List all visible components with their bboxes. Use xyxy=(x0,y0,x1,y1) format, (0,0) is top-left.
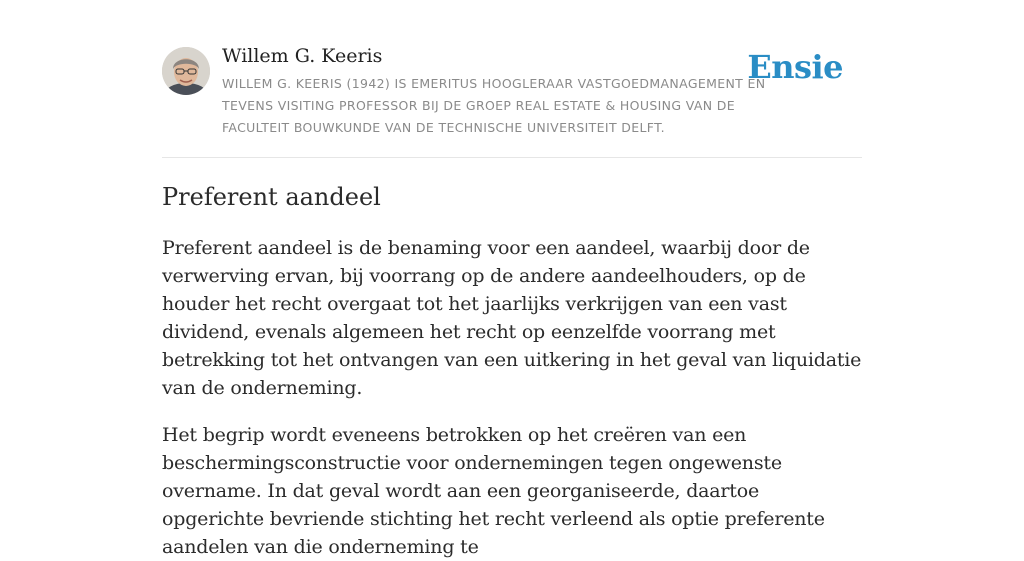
author-portrait-icon xyxy=(162,47,210,95)
article-paragraph: Preferent aandeel is de benaming voor een aandeel, waarbij door de verwerving ervan, bij voorrang op de andere aandeelhouders, op de houder het recht overgaat tot het jaarlijks verkrijgen van een vast dividend, evenals algemeen het recht op eenzelfde voorrang met betrekking tot het ontvangen van een uitkering in het geval van liquidatie van de onderneming. xyxy=(162,237,862,399)
article-title: Preferent aandeel xyxy=(162,183,381,211)
ensie-logo[interactable]: Ensie xyxy=(747,48,843,86)
article-paragraph: Het begrip wordt eveneens betrokken op het creëren van een beschermingsconstructie voor ondernemingen tegen ongewenste overname. In dat geval wordt aan een georganiseerde, daartoe opgerichte bevriende stichting het recht verleend als optie preferente aandelen van die onderneming te xyxy=(162,424,825,558)
author-bio: WILLEM G. KEERIS (1942) IS EMERITUS HOOGLERAAR VASTGOEDMANAGEMENT EN TEVENS VISITING PROFESSOR BIJ DE GROEP REAL ESTATE & HOUSING VAN DE FACULTEIT BOUWKUNDE VAN DE TECHNISCHE UNIVERSITEIT DELFT. xyxy=(222,76,766,135)
author-name[interactable]: Willem G. Keeris xyxy=(222,45,383,67)
article-page xyxy=(162,0,862,558)
article-body xyxy=(162,180,862,561)
avatar[interactable] xyxy=(162,47,210,95)
author-header xyxy=(162,0,862,158)
